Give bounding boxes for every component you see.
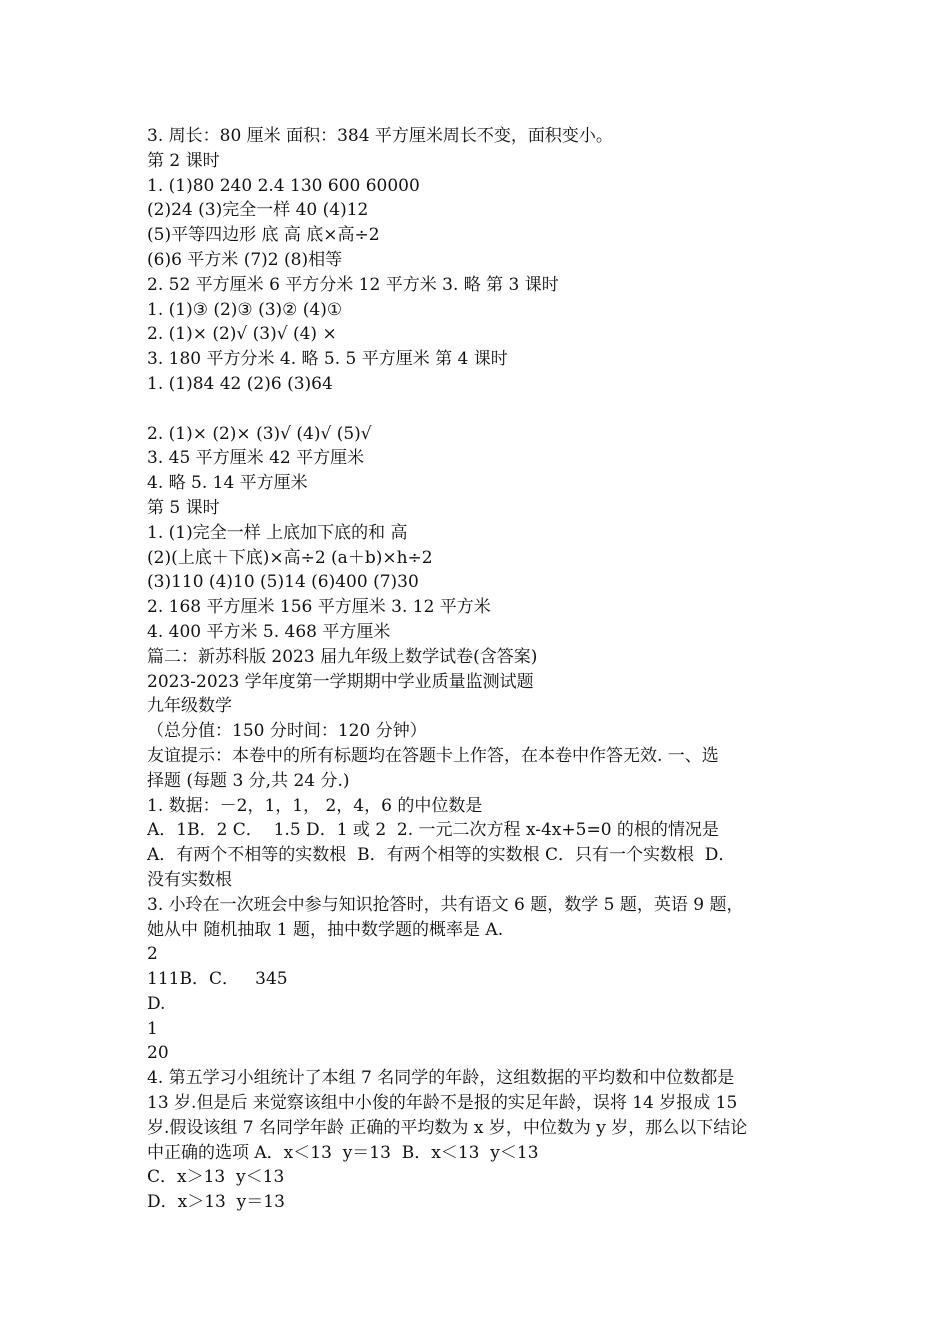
- text-line: C．x＞13 y＜13: [147, 1167, 285, 1188]
- text-line: 1. (1)80 240 2.4 130 600 60000: [147, 175, 420, 196]
- text-line: D．x＞13 y＝13: [147, 1192, 285, 1213]
- text-line: (2)(上底＋下底)×高÷2 (a＋b)×h÷2: [147, 547, 433, 568]
- text-line: 中正确的选项 A．x＜13 y＝13 B．x＜13 y＜13: [147, 1142, 539, 1163]
- text-line: 篇二：新苏科版 2023 届九年级上数学试卷(含答案): [147, 646, 538, 667]
- text-line: 2. 168 平方厘米 156 平方厘米 3. 12 平方米: [147, 597, 491, 618]
- text-line: A．1B．2 C． 1.5 D．1 或 2 2. 一元二次方程 x-4x+5=0 的根的情况是: [147, 820, 719, 841]
- text-line: 友谊提示：本卷中的所有标题均在答题卡上作答，在本卷中作答无效. 一、选: [147, 745, 719, 766]
- text-line: 13 岁.但是后 来觉察该组中小俊的年龄不是报的实足年龄，误将 14 岁报成 15: [147, 1093, 738, 1114]
- text-line: (5)平等四边形 底 高 底×高÷2: [147, 225, 380, 246]
- text-line: 2. (1)× (2)√ (3)√ (4) ×: [147, 324, 337, 345]
- text-line: 2. (1)× (2)× (3)√ (4)√ (5)√: [147, 423, 372, 444]
- text-line: 3. 45 平方厘米 42 平方厘米: [147, 448, 365, 469]
- text-line: 1. (1)完全一样 上底加下底的和 高: [147, 522, 408, 543]
- text-line: 1. 数据：－2，1，1， 2，4，6 的中位数是: [147, 795, 483, 816]
- text-line: 1. (1)84 42 (2)6 (3)64: [147, 373, 333, 394]
- text-line: 3. 180 平方分米 4. 略 5. 5 平方厘米 第 4 课时: [147, 349, 508, 370]
- text-line: D.: [147, 993, 166, 1014]
- text-line: 她从中 随机抽取 1 题，抽中数学题的概率是 A.: [147, 919, 504, 940]
- text-line: 2. 52 平方厘米 6 平方分米 12 平方米 3. 略 第 3 课时: [147, 274, 559, 295]
- text-line: 3. 周长：80 厘米 面积：384 平方厘米周长不变，面积变小。: [147, 126, 613, 146]
- text-line: 九年级数学: [147, 696, 232, 717]
- text-line: (2)24 (3)完全一样 40 (4)12: [147, 200, 369, 221]
- text-line: 第 5 课时: [147, 497, 220, 518]
- text-line: (6)6 平方米 (7)2 (8)相等: [147, 249, 343, 270]
- text-line: 111B．C． 345: [147, 969, 288, 990]
- text-line: 3. 小玲在一次班会中参与知识抢答时，共有语文 6 题，数学 5 题，英语 9 题，: [147, 894, 744, 915]
- text-line: 2023-2023 学年度第一学期期中学业质量监测试题: [147, 671, 534, 692]
- text-line: 2: [147, 944, 158, 965]
- text-line: 第 2 课时: [147, 150, 220, 171]
- text-line: 择题 (每题 3 分,共 24 分.): [147, 770, 350, 791]
- text-line: （总分值：150 分时间：120 分钟）: [147, 721, 427, 742]
- text-line: 1. (1)③ (2)③ (3)② (4)①: [147, 299, 343, 320]
- text-line: 4. 400 平方米 5. 468 平方厘米: [147, 621, 391, 642]
- text-line: 1: [147, 1018, 158, 1039]
- text-line: A．有两个不相等的实数根 B．有两个相等的实数根 C．只有一个实数根 D．: [147, 845, 736, 866]
- text-line: 4. 第五学习小组统计了本组 7 名同学的年龄，这组数据的平均数和中位数都是: [147, 1068, 735, 1089]
- text-line: 4. 略 5. 14 平方厘米: [147, 473, 308, 494]
- text-line: 岁.假设该组 7 名同学年龄 正确的平均数为 x 岁，中位数为 y 岁，那么以下结论: [147, 1117, 748, 1138]
- text-line: (3)110 (4)10 (5)14 (6)400 (7)30: [147, 572, 419, 593]
- text-line: [147, 397, 817, 422]
- text-line: 20: [147, 1043, 169, 1064]
- text-line: 没有实数根: [147, 869, 232, 890]
- document-body: [147, 124, 817, 1215]
